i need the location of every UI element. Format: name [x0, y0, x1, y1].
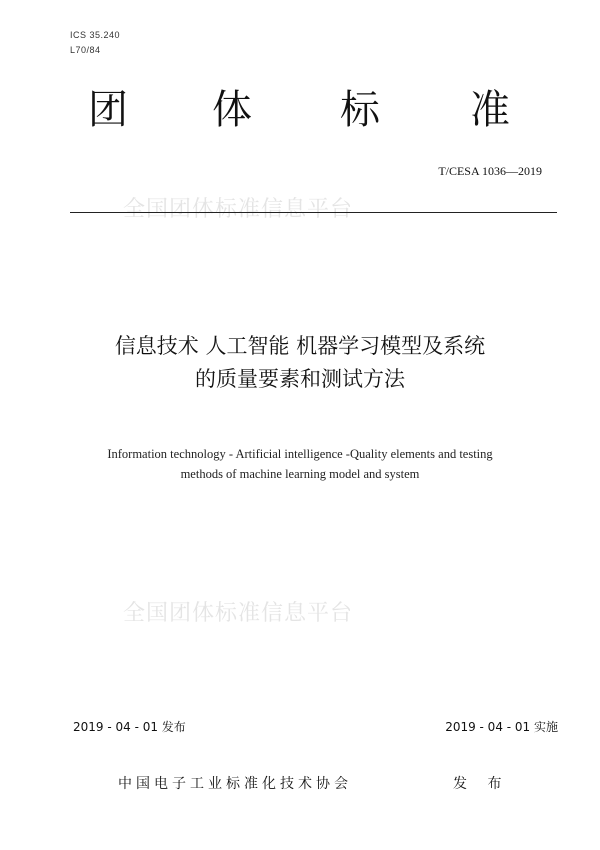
- ccs-code: L70/84: [70, 45, 101, 55]
- standard-number: T/CESA 1036—2019: [438, 164, 542, 178]
- title-english-line2: methods of machine learning model and system: [180, 467, 420, 481]
- publisher-name: 中国电子工业标准化技术协会: [118, 776, 352, 792]
- document-type-char: 准: [470, 87, 510, 133]
- publish-label: 发 布: [453, 776, 510, 792]
- watermark-top: 全国团体标准信息平台: [123, 197, 354, 222]
- title-chinese-line1: 信息技术 人工智能 机器学习模型及系统: [114, 334, 486, 358]
- issue-date: 2019 - 04 - 01 发布: [73, 720, 186, 734]
- ics-code: ICS 35.240: [70, 30, 121, 40]
- watermark-middle: 全国团体标准信息平台: [123, 601, 354, 626]
- document-type-char: 团: [88, 87, 128, 133]
- header-divider: [70, 212, 557, 213]
- implementation-date: 2019 - 04 - 01 实施: [445, 720, 558, 734]
- title-english-line1: Information technology - Artificial intelligence -Quality elements and testing: [107, 447, 493, 461]
- document-type-char: 标: [340, 87, 380, 133]
- title-chinese-line2: 的质量要素和测试方法: [195, 367, 405, 391]
- document-type-char: 体: [212, 87, 252, 133]
